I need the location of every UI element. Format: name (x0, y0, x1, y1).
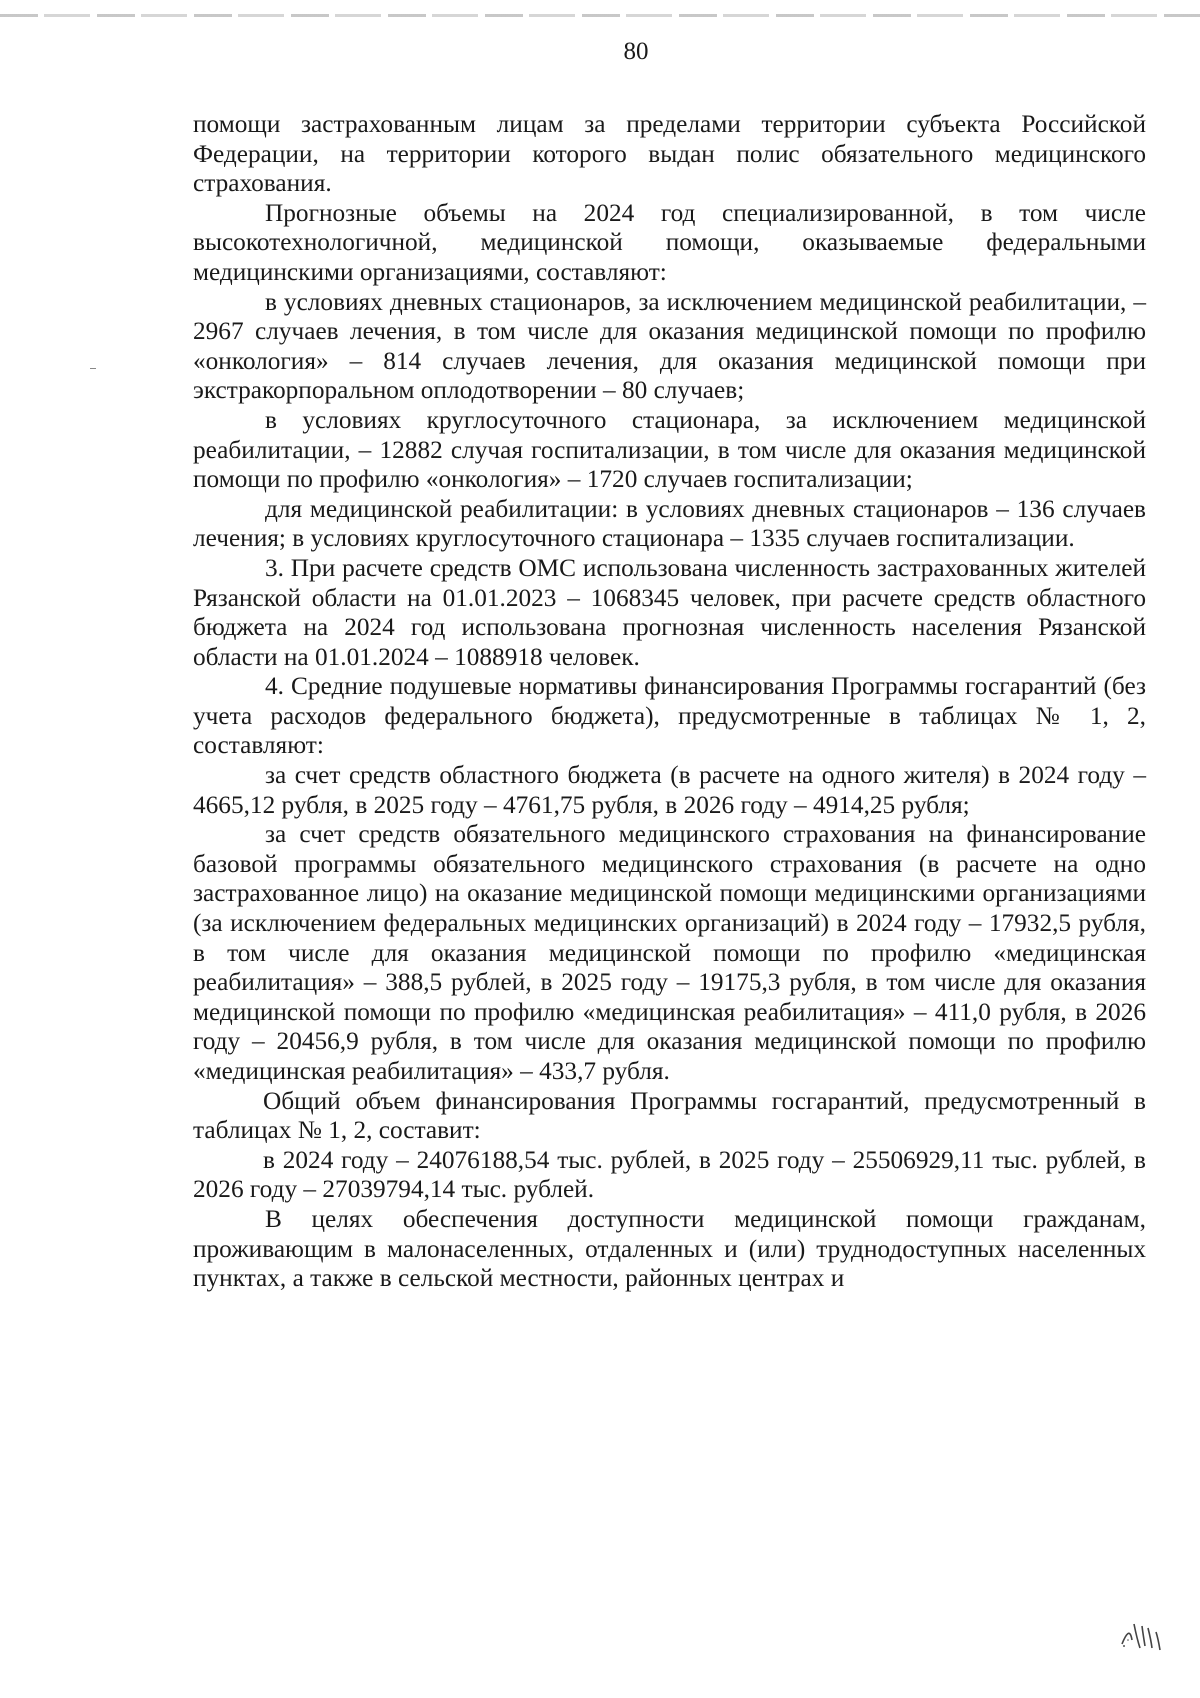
paragraph-item-3: 3. При расчете средств ОМС использована численность застрахованных жителей Рязанской области на 01.01.2023 – 1068345 человек, при расчете средств областного бюджета на 2024 год использована прогнозная численность населения Рязанской области на 01.01.2024 – 1088918 человек. (193, 553, 1146, 671)
paragraph-total-volume: Общий объем финансирования Программы госгарантий, предусмотренный в таблицах № 1, 2, составит: (193, 1086, 1146, 1145)
paragraph-continuation: помощи застрахованным лицам за пределами территории субъекта Российской Федерации, на территории которого выдан полис обязательного медицинского страхования. (193, 110, 1146, 198)
paragraph-total-amounts: в 2024 году – 24076188,54 тыс. рублей, в 2025 году – 25506929,11 тыс. рублей, в 2026 году – 27039794,14 тыс. рублей. (193, 1145, 1146, 1204)
paragraph-regional-budget: за счет средств областного бюджета (в расчете на одного жителя) в 2024 году – 4665,12 рубля, в 2025 году – 4761,75 рубля, в 2026 году – 4914,25 рубля; (193, 761, 1146, 819)
paragraph-round-the-clock-hospital: в условиях круглосуточного стационара, за исключением медицинской реабилитации, – 12882 случая госпитализации, в том числе для оказания медицинской помощи по профилю «онкология» – 1720 случаев госпитализации; (193, 405, 1146, 494)
scan-edge (0, 14, 1200, 17)
document-body (193, 110, 1146, 1294)
margin-mark (90, 368, 96, 369)
paragraph-rehabilitation: для медицинской реабилитации: в условиях дневных стационаров – 136 случаев лечения; в условиях круглосуточного стационара – 1335 случаев госпитализации. (193, 494, 1146, 553)
paragraph-oms-funding: за счет средств обязательного медицинского страхования на финансирование базовой программы обязательного медицинского страхования (в расчете на одно застрахованное лицо) на оказание медицинской помощи медицинскими организациями (за исключением федеральных медицинских организаций) в 2024 году – 17932,5 рубля, в том числе для оказания медицинской помощи по профилю «медицинская реабилитация» – 388,5 рублей, в 2025 году – 19175,3 рубля, в том числе для оказания медицинской помощи по профилю «медицинская реабилитация» – 411,0 рубля, в 2026 году – 20456,9 рубля, в том числе для оказания медицинской помощи по профилю «медицинская реабилитация» – 433,7 рубля. (193, 820, 1146, 1085)
paragraph-accessibility: В целях обеспечения доступности медицинской помощи гражданам, проживающим в малонаселенных, отдаленных и (или) труднодоступных населенных пунктах, а также в сельской местности, районных центрах и (193, 1204, 1146, 1293)
paragraph-item-4: 4. Средние подушевые нормативы финансирования Программы госгарантий (без учета расходов федерального бюджета), предусмотренные в таблицах № 1, 2, составляют: (193, 672, 1146, 760)
signature-mark (1114, 1614, 1174, 1654)
page-number: 80 (623, 38, 649, 65)
paragraph-forecast-volumes: Прогнозные объемы на 2024 год специализированной, в том числе высокотехнологичной, медицинской помощи, оказываемые федеральными медицинскими организациями, составляют: (193, 198, 1146, 286)
paragraph-day-hospital: в условиях дневных стационаров, за исключением медицинской реабилитации, – 2967 случаев лечения, в том числе для оказания медицинской помощи по профилю «онкология» – 814 случаев лечения, для оказания медицинской помощи при экстракорпоральном оплодотворении – 80 случаев; (193, 287, 1146, 405)
